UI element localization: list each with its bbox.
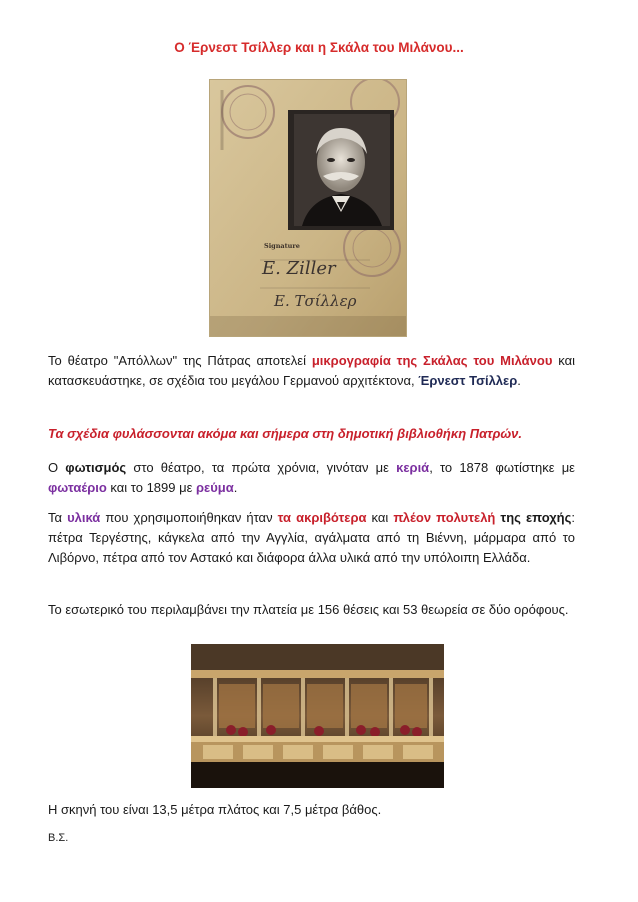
paragraph-intro xyxy=(48,351,575,391)
text-span: και κατασκευάστηκε, σε σχέδια του μεγάλου Γερμανού αρχιτέκτονα, xyxy=(48,353,575,388)
text-span: Τα xyxy=(48,510,68,525)
highlight-electricity: ρεύμα xyxy=(196,480,234,495)
text-span: : πέτρα Τεργέστης, κάγκελα από την Αγγλία, αγάλματα από τη Βιέννη, μάρμαρα από το Λιβόρνο, πέτρα από τον Αστακό και διάφορα άλλα υλικά από την υπόλοιπη Ελλάδα. xyxy=(48,510,576,565)
text-span: . xyxy=(517,373,521,388)
theatre-illustration xyxy=(191,644,444,788)
text-span: , το 1878 φωτίστηκε με xyxy=(429,460,575,475)
signature-latin: E. Ziller xyxy=(262,258,336,279)
signature-label: Signature xyxy=(264,242,300,250)
passport-page-illustration xyxy=(210,80,406,336)
highlight-lighting: φωτισμός xyxy=(65,460,127,475)
highlight-ziller: Έρνεστ Τσίλλερ xyxy=(418,373,518,388)
paragraph-stage: Η σκηνή του είναι 13,5 μέτρα πλάτος και 7,5 μέτρα βάθος. xyxy=(48,802,382,817)
text-span: Ο xyxy=(48,460,66,475)
text-span: που χρησιμοποιήθηκαν ήταν xyxy=(100,510,278,525)
paragraph-plans: Τα σχέδια φυλάσσονται ακόμα και σήμερα στη δημοτική βιβλιοθήκη Πατρών. xyxy=(48,426,523,441)
highlight-materials: υλικά xyxy=(67,510,101,525)
highlight-luxurious: πλέον πολυτελή xyxy=(393,510,496,525)
text-span: και xyxy=(366,510,394,525)
author-initials: Β.Σ. xyxy=(48,832,69,844)
text-span: . xyxy=(233,480,238,495)
document-title: Ο Έρνεστ Τσίλλερ και η Σκάλα του Μιλάνου... xyxy=(174,40,464,55)
paragraph-materials xyxy=(48,508,575,568)
ziller-passport-photo xyxy=(209,79,407,337)
theatre-interior-photo xyxy=(191,644,444,788)
highlight-gas: φωταέριο xyxy=(48,480,107,495)
text-span: Το θέατρο "Απόλλων" της Πάτρας αποτελεί xyxy=(48,353,312,368)
highlight-expensive: τα ακριβότερα xyxy=(277,510,367,525)
paragraph-lighting xyxy=(48,458,575,498)
highlight-scala: μικρογραφία της Σκάλας του Μιλάνου xyxy=(311,353,553,368)
highlight-candles: κεριά xyxy=(396,460,430,475)
paragraph-interior: Το εσωτερικό του περιλαμβάνει την πλατεία με 156 θέσεις και 53 θεωρεία σε δύο ορόφους. xyxy=(48,602,569,617)
signature-greek: Ε. Τσίλλερ xyxy=(274,292,357,310)
text-span: στο θέατρο, τα πρώτα χρόνια, γινόταν με xyxy=(126,460,397,475)
highlight-era: της εποχής xyxy=(500,510,572,525)
text-span: και το 1899 με xyxy=(106,480,197,495)
